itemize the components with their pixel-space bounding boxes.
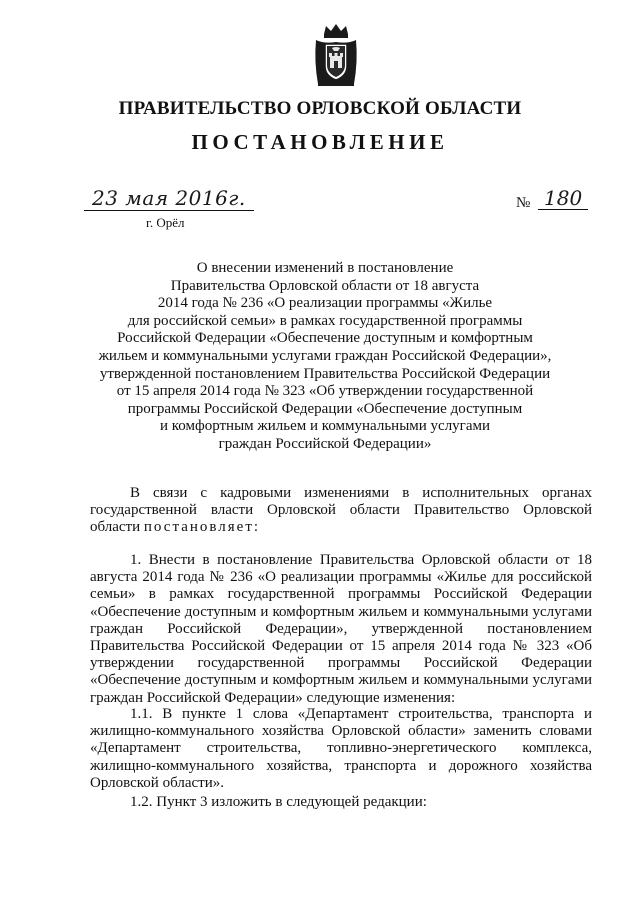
- subject-line: 2014 года № 236 «О реализации программы «Жилье: [157, 295, 493, 312]
- coat-of-arms-icon: [312, 22, 360, 88]
- subject-line: жильем и коммунальными услугами граждан Российской Федерации»,: [98, 347, 552, 364]
- document-subject: [90, 260, 560, 454]
- subject-line: Российской Федерации «Обеспечение доступным и комфортным: [117, 330, 533, 347]
- subject-line: программы Российской Федерации «Обеспечение доступным: [127, 400, 523, 417]
- subject-line: и комфортным жильем и коммунальными услугами: [159, 418, 491, 435]
- item-1-2-paragraph: 1.2. Пункт 3 изложить в следующей редакции:: [130, 794, 427, 810]
- handwritten-number: 180: [544, 186, 583, 210]
- subject-line: граждан Российской Федерации»: [218, 435, 432, 452]
- handwritten-date: 23 мая 2016г.: [92, 186, 246, 210]
- preamble-text: В связи с кадровыми изменениями в исполнительных органах государственной власти Орловской области Правительство Орловской области: [90, 485, 592, 536]
- subject-line: от 15 апреля 2014 года № 323 «Об утверждении государственной: [116, 383, 534, 400]
- document-type-title: ПОСТАНОВЛЕНИЕ: [191, 130, 449, 154]
- subject-line: Правительства Орловской области от 18 августа: [170, 277, 480, 294]
- subject-line: утвержденной постановлением Правительства Российской Федерации: [99, 365, 551, 382]
- subject-line: для российской семьи» в рамках государственной программы: [127, 312, 523, 329]
- preamble-paragraph: [90, 485, 592, 537]
- item-1-paragraph: 1. Внести в постановление Правительства Орловской области от 18 августа 2014 года № 236 «О реализации программы «Жилье для российской семьи» в рамках государственной программы Российской Федерации «Обеспечение доступным и комфортным жильем и коммунальными услугами граждан Российской Федерации», утвержденной постановлением Правительства Российской Федерации от 15 апреля 2014 года № 323 «Об утверждении государственной программы Российской Федерации «Обеспечение доступным и комфортным жильем и коммунальными услугами граждан Российской Федерации» следующие изменения:: [90, 552, 592, 706]
- subject-line: О внесении изменений в постановление: [196, 260, 454, 276]
- item-1-1-paragraph: 1.1. В пункте 1 слова «Департамент строительства, транспорта и жилищно-коммунального хозяйства Орловской области» заменить словами «Департамент строительства, топливно-энергетического комплекса, жилищно-коммунального хозяйства, транспорта и дорожного хозяйства Орловской области».: [90, 706, 592, 791]
- government-title: ПРАВИТЕЛЬСТВО ОРЛОВСКОЙ ОБЛАСТИ: [118, 98, 522, 119]
- number-label: №: [516, 195, 531, 211]
- resolves-keyword: постановляет:: [143, 519, 261, 536]
- city-label: г. Орёл: [146, 215, 185, 230]
